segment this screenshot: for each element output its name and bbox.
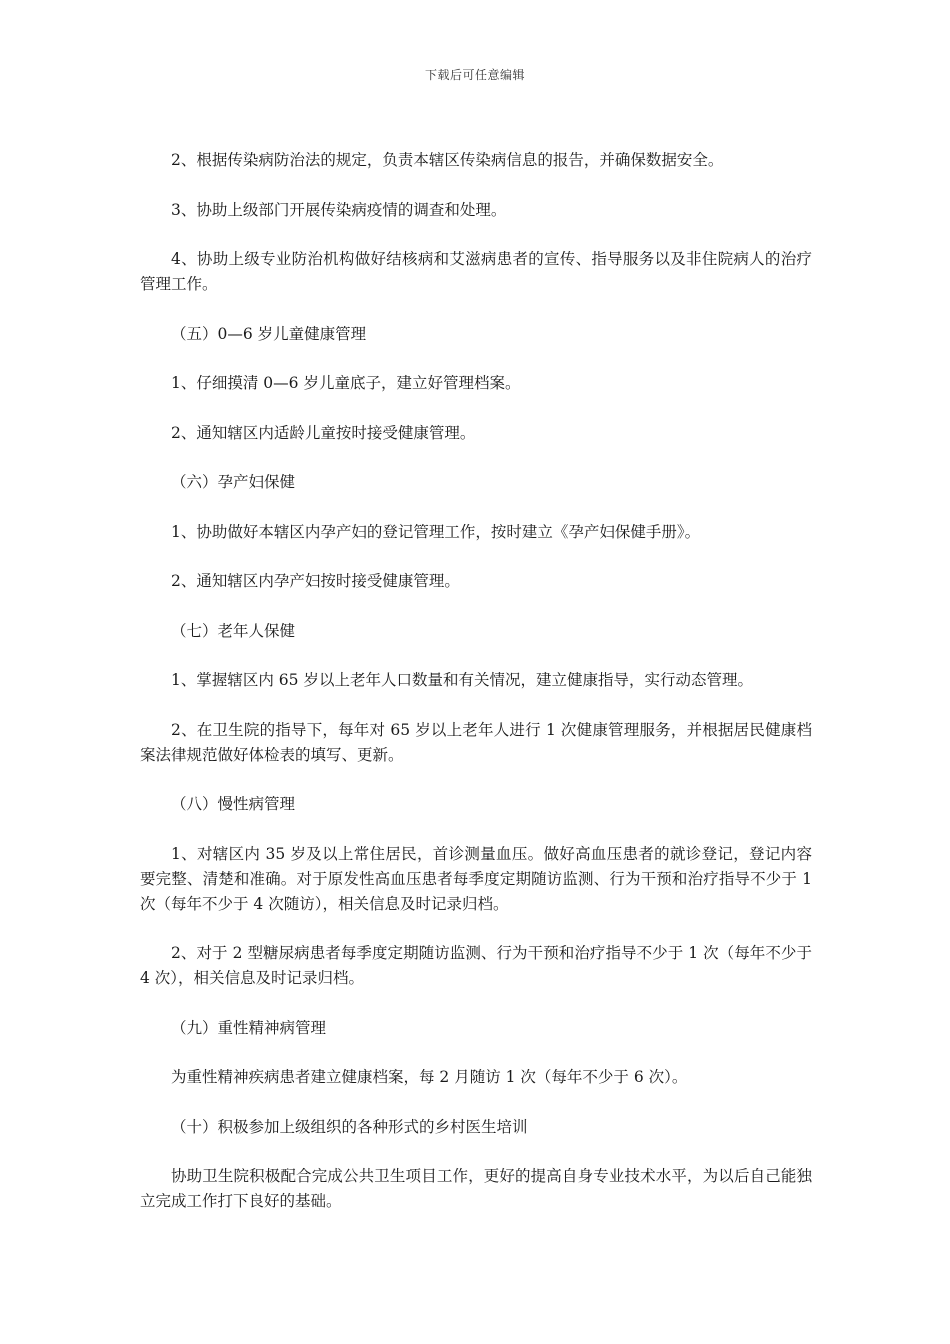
paragraph: 2、通知辖区内孕产妇按时接受健康管理。 [171, 572, 460, 590]
paragraph: 为重性精神疾病患者建立健康档案，每 2 月随访 1 次（每年不少于 6 次）。 [171, 1068, 688, 1086]
paragraph: 1、仔细摸清 0—6 岁儿童底子，建立好管理档案。 [171, 374, 521, 392]
paragraph: 2、根据传染病防治法的规定，负责本辖区传染病信息的报告，并确保数据安全。 [171, 151, 724, 169]
paragraph: 3、协助上级部门开展传染病疫情的调查和处理。 [171, 200, 507, 219]
paragraph: 协助卫生院积极配合完成公共卫生项目工作，更好的提高自身专业技术水平，为以后自己能独立完成工作打下良好的基础。 [140, 1167, 812, 1210]
page-header-caption: 下载后可任意编辑 [424, 68, 525, 82]
paragraph: 1、协助做好本辖区内孕产妇的登记管理工作，按时建立《孕产妇保健手册》。 [171, 522, 701, 541]
section-heading: （五）0—6 岁儿童健康管理 [171, 324, 367, 343]
section-heading: （六）孕产妇保健 [171, 473, 296, 491]
paragraph: 1、对辖区内 35 岁及以上常住居民，首诊测量血压。做好高血压患者的就诊登记，登记内容要完整、清楚和准确。对于原发性高血压患者每季度定期随访监测、行为干预和治疗指导不少于 1 次（每年不少于 4 次随访），相关信息及时记录归档。 [140, 844, 812, 913]
paragraph: 2、对于 2 型糖尿病患者每季度定期随访监测、行为干预和治疗指导不少于 1 次（每年不少于 4 次），相关信息及时记录归档。 [140, 944, 812, 987]
section-heading: （十）积极参加上级组织的各种形式的乡村医生培训 [171, 1117, 528, 1136]
paragraph: 2、在卫生院的指导下，每年对 65 岁以上老年人进行 1 次健康管理服务，并根据居民健康档案法律规范做好体检表的填写、更新。 [140, 720, 812, 764]
paragraph: 4、协助上级专业防治机构做好结核病和艾滋病患者的宣传、指导服务以及非住院病人的治疗管理工作。 [140, 250, 812, 293]
section-heading: （八）慢性病管理 [171, 795, 296, 813]
section-heading: （七）老年人保健 [171, 621, 296, 640]
paragraph: 2、通知辖区内适龄儿童按时接受健康管理。 [171, 423, 476, 442]
document-body [140, 148, 812, 1239]
section-heading: （九）重性精神病管理 [171, 1018, 327, 1037]
paragraph: 1、掌握辖区内 65 岁以上老年人口数量和有关情况，建立健康指导，实行动态管理。 [171, 671, 753, 689]
